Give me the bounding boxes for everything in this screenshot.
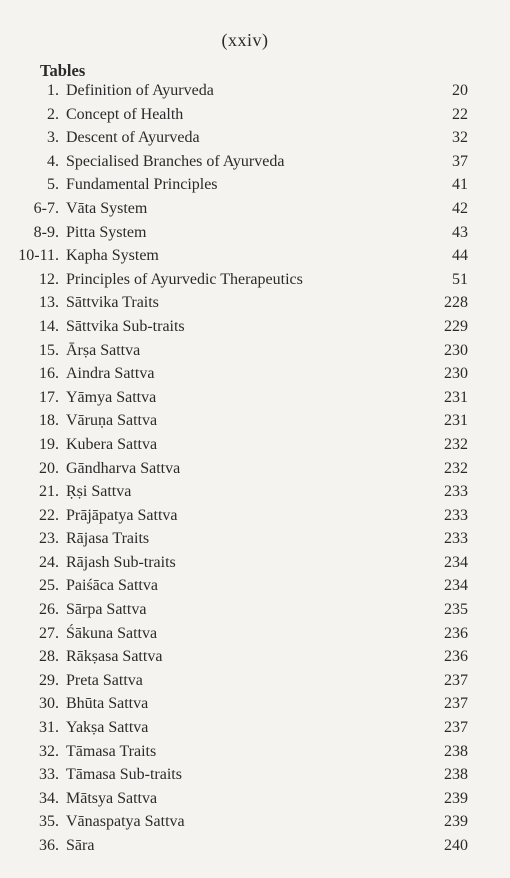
table-entry-number: 21. (39, 483, 59, 501)
table-entry-number: 19. (39, 435, 59, 453)
table-entry-page: 237 (444, 719, 468, 737)
table-entry (0, 315, 510, 339)
table-entry (0, 740, 510, 764)
table-entry (0, 268, 510, 292)
table-entry-number: 8-9. (33, 223, 59, 241)
table-entry-page: 44 (452, 247, 468, 265)
table-entry-title: Sārpa Sattva (66, 601, 147, 619)
table-entry-title: Principles of Ayurvedic Therapeutics (66, 270, 303, 288)
table-entry-number: 28. (39, 648, 59, 666)
table-entry (0, 79, 510, 103)
table-entry-title: Śākuna Sattva (66, 624, 158, 642)
table-entry (0, 787, 510, 811)
table-entry-title: Yāmya Sattva (66, 388, 157, 406)
table-entry-page: 229 (444, 317, 468, 335)
table-entry-page: 239 (444, 789, 468, 807)
table-entry-title: Gāndharva Sattva (66, 459, 181, 477)
table-entry-page: 237 (444, 695, 468, 713)
table-entry-number: 30. (39, 695, 59, 713)
table-entry-title: Bhūta Sattva (66, 695, 149, 713)
table-entry-number: 1. (47, 82, 59, 99)
table-entry-page: 238 (444, 766, 468, 784)
table-entry-title: Definition of Ayurveda (66, 82, 214, 99)
section-heading: Tables (40, 61, 86, 80)
table-entry-page: 43 (452, 223, 468, 241)
table-entry (0, 834, 510, 858)
table-entry (0, 480, 510, 504)
table-entry (0, 716, 510, 740)
table-entry-title: Prājāpatya Sattva (66, 506, 178, 524)
table-entry-page: 235 (444, 601, 468, 619)
table-entry (0, 810, 510, 834)
table-entry-title: Ārṣa Sattva (66, 341, 141, 359)
table-entry-number: 26. (39, 601, 59, 619)
table-entry (0, 126, 510, 150)
table-entry-number: 6-7. (33, 199, 59, 217)
table-entry-number: 25. (39, 577, 59, 595)
table-entry (0, 669, 510, 693)
table-entry-title: Rākṣasa Sattva (66, 648, 163, 666)
table-entry-title: Sāra (66, 837, 95, 854)
table-entry-page: 37 (452, 152, 468, 170)
table-entry (0, 362, 510, 386)
table-entry-title: Yakṣa Sattva (66, 719, 149, 737)
table-entry (0, 197, 510, 221)
table-entry-title: Rājash Sub-traits (66, 553, 176, 571)
table-entry-title: Pitta System (66, 223, 147, 241)
table-entry-page: 234 (444, 577, 468, 595)
table-entry-title: Rājasa Traits (66, 530, 150, 548)
table-entry (0, 551, 510, 575)
table-entry (0, 763, 510, 787)
table-entry-number: 2. (47, 105, 59, 123)
table-entry-title: Vāruṇa Sattva (66, 412, 158, 430)
table-entry (0, 527, 510, 551)
table-entry (0, 692, 510, 716)
table-entry-number: 14. (39, 317, 59, 335)
table-entry-number: 17. (39, 388, 59, 406)
table-entry-page: 231 (444, 412, 468, 430)
table-entry-page: 231 (444, 388, 468, 406)
table-entry-page: 51 (452, 270, 468, 288)
table-entry-page: 42 (452, 199, 468, 217)
table-entry-page: 230 (444, 341, 468, 359)
table-entry-page: 240 (444, 837, 468, 854)
table-entry-title: Specialised Branches of Ayurveda (66, 152, 285, 170)
table-entry-number: 35. (39, 813, 59, 831)
table-entry-title: Kubera Sattva (66, 435, 158, 453)
table-entry-page: 238 (444, 742, 468, 760)
table-entry-number: 27. (39, 624, 59, 642)
table-entry-title: Kapha System (66, 247, 159, 265)
table-entry-number: 5. (47, 176, 59, 194)
table-entry (0, 244, 510, 268)
table-entry-page: 233 (444, 530, 468, 548)
table-entry (0, 504, 510, 528)
table-entry (0, 291, 510, 315)
table-entry-number: 31. (39, 719, 59, 737)
table-entry-page: 232 (444, 459, 468, 477)
table-entry (0, 433, 510, 457)
table-entry-number: 36. (39, 837, 59, 854)
table-entry (0, 457, 510, 481)
table-entry-page: 234 (444, 553, 468, 571)
table-entry (0, 574, 510, 598)
table-entry-number: 34. (39, 789, 59, 807)
table-entry (0, 645, 510, 669)
table-entry-number: 12. (39, 270, 59, 288)
table-entry-number: 18. (39, 412, 59, 430)
table-entry (0, 339, 510, 363)
table-entry-page: 41 (452, 176, 468, 194)
table-entry-title: Tāmasa Sub-traits (66, 766, 182, 784)
table-entry-title: Mātsya Sattva (66, 789, 158, 807)
table-entry (0, 386, 510, 410)
table-entry-number: 22. (39, 506, 59, 524)
table-entry (0, 173, 510, 197)
table-entry-title: Vāta System (66, 199, 148, 217)
table-entry (0, 103, 510, 127)
table-entry-number: 20. (39, 459, 59, 477)
table-entry-page: 236 (444, 648, 468, 666)
table-entry-title: Aindra Sattva (66, 365, 155, 383)
table-entry-number: 24. (39, 553, 59, 571)
table-entry (0, 409, 510, 433)
table-entry-number: 29. (39, 671, 59, 689)
table-entry-number: 33. (39, 766, 59, 784)
table-entry (0, 150, 510, 174)
tables-list (0, 79, 510, 858)
table-entry-number: 32. (39, 742, 59, 760)
table-entry-title: Descent of Ayurveda (66, 129, 200, 147)
table-entry-page: 233 (444, 506, 468, 524)
table-entry-page: 230 (444, 365, 468, 383)
table-entry-title: Sāttvika Traits (66, 294, 159, 312)
table-entry-page: 236 (444, 624, 468, 642)
table-entry-number: 10-11. (18, 247, 59, 265)
table-entry-page: 232 (444, 435, 468, 453)
table-entry-page: 22 (452, 105, 468, 123)
table-entry-title: Fundamental Principles (66, 176, 218, 194)
table-entry-title: Ṛṣi Sattva (66, 483, 132, 501)
table-entry-page: 239 (444, 813, 468, 831)
table-entry-title: Tāmasa Traits (66, 742, 157, 760)
table-entry-title: Concept of Health (66, 105, 184, 123)
table-entry-page: 233 (444, 483, 468, 501)
table-entry-title: Preta Sattva (66, 671, 143, 689)
table-entry (0, 221, 510, 245)
table-entry-page: 32 (452, 129, 468, 147)
table-entry-number: 23. (39, 530, 59, 548)
table-entry-number: 13. (39, 294, 59, 312)
table-entry-page: 228 (444, 294, 468, 312)
table-entry-page: 237 (444, 671, 468, 689)
table-entry (0, 598, 510, 622)
page-number: (xxiv) (221, 30, 269, 50)
table-entry-page: 20 (452, 82, 468, 99)
table-entry-number: 16. (39, 365, 59, 383)
table-entry-number: 3. (47, 129, 59, 147)
table-entry-number: 4. (47, 152, 59, 170)
table-entry-title: Paiśāca Sattva (66, 577, 158, 595)
table-entry-title: Sāttvika Sub-traits (66, 317, 185, 335)
table-entry (0, 622, 510, 646)
table-entry-title: Vānaspatya Sattva (66, 813, 185, 831)
table-entry-number: 15. (39, 341, 59, 359)
